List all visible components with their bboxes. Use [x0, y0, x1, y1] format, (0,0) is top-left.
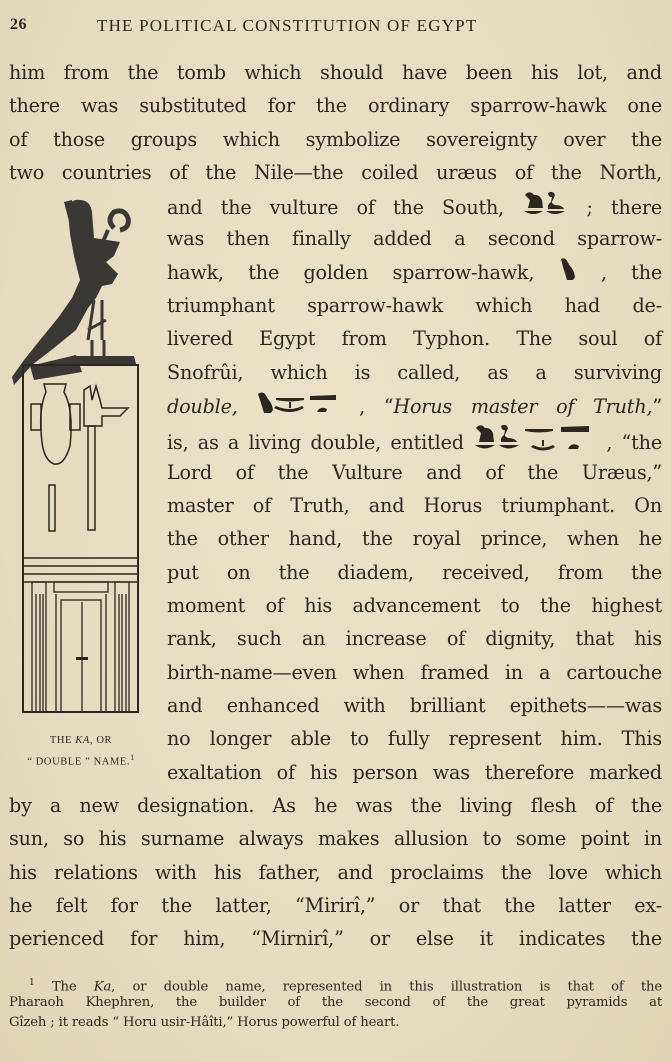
body-line: two countries of the Nile—the coiled uræus of the North,	[9, 161, 662, 184]
body-line: master of Truth, and Horus triumphant. On	[167, 494, 662, 517]
running-title: THE POLITICAL CONSTITUTION OF EGYPT	[97, 16, 478, 35]
body-line: sun, so his surname always makes allusion to some point in	[9, 827, 662, 850]
body-line: he felt for the latter, “Mirirî,” or that the latter ex-	[9, 894, 662, 917]
body-line: exaltation of his person was therefore marked	[167, 761, 662, 784]
body-line: hawk, the golden sparrow-hawk, , the	[167, 257, 662, 289]
body-line: no longer able to fully represent him. This	[167, 727, 662, 750]
footnote-line: $^1$ The Ka, or double name, represented in this illustration is that of the	[29, 978, 662, 995]
page-number: 26	[10, 16, 27, 33]
body-line: Lord of the Vulture and of the Uræus,”	[167, 461, 662, 484]
body-line: of those groups which symbolize sovereignty over the	[9, 128, 662, 151]
footnote-line: Pharaoh Khephren, the builder of the second of the great pyramids at	[9, 995, 662, 1010]
body-line: Snofrûi, which is called, as a surviving	[167, 361, 662, 384]
body-line: his relations with his father, and proclaims the love which	[9, 861, 662, 884]
golden-sparrow-hawk-glyph-icon	[559, 257, 577, 291]
body-line: rank, such an increase of dignity, that his	[167, 627, 662, 650]
footnote-reference[interactable]: 1	[130, 753, 135, 762]
figure-caption: THE KA, OR “ DOUBLE ” NAME.$^1$	[27, 735, 135, 768]
running-head	[10, 14, 661, 38]
body-line: and the vulture of the South, ; there	[167, 190, 662, 222]
body-line: and enhanced with brilliant epithets——was	[167, 694, 662, 717]
body-line: him from the tomb which should have been his lot, and	[9, 61, 662, 84]
ka-double-name-illustration	[10, 190, 150, 715]
body-line: there was substituted for the ordinary sparrow-hawk one	[9, 94, 662, 117]
body-line: the other hand, the royal prince, when he	[167, 527, 662, 550]
hawk-basket-cloth-glyph-icon	[256, 390, 340, 426]
body-line: livered Egypt from Typhon. The soul of	[167, 327, 662, 350]
footnote-line: Gîzeh ; it reads “ Horu usir-Hâîti,” Horus powerful of heart.	[9, 1015, 400, 1030]
body-line: moment of his advancement to the highest	[167, 594, 662, 617]
body-line: was then finally added a second sparrow-	[167, 227, 662, 250]
body-line: perienced for him, “Mirnirî,” or else it indicates the	[9, 927, 662, 950]
body-line: is, as a living double, entitled , “the	[167, 423, 662, 455]
body-line: birth-name—even when framed in a cartouche	[167, 661, 662, 684]
body-line: double, , “Horus master of Truth,”	[167, 390, 662, 422]
body-line: triumphant sparrow-hawk which had de-	[167, 294, 662, 317]
body-line: by a new designation. As he was the living flesh of the	[9, 794, 662, 817]
body-line: put on the diadem, received, from the	[167, 561, 662, 584]
serekh-falcon-icon	[10, 190, 150, 715]
footnote-mark: 1	[29, 978, 35, 988]
